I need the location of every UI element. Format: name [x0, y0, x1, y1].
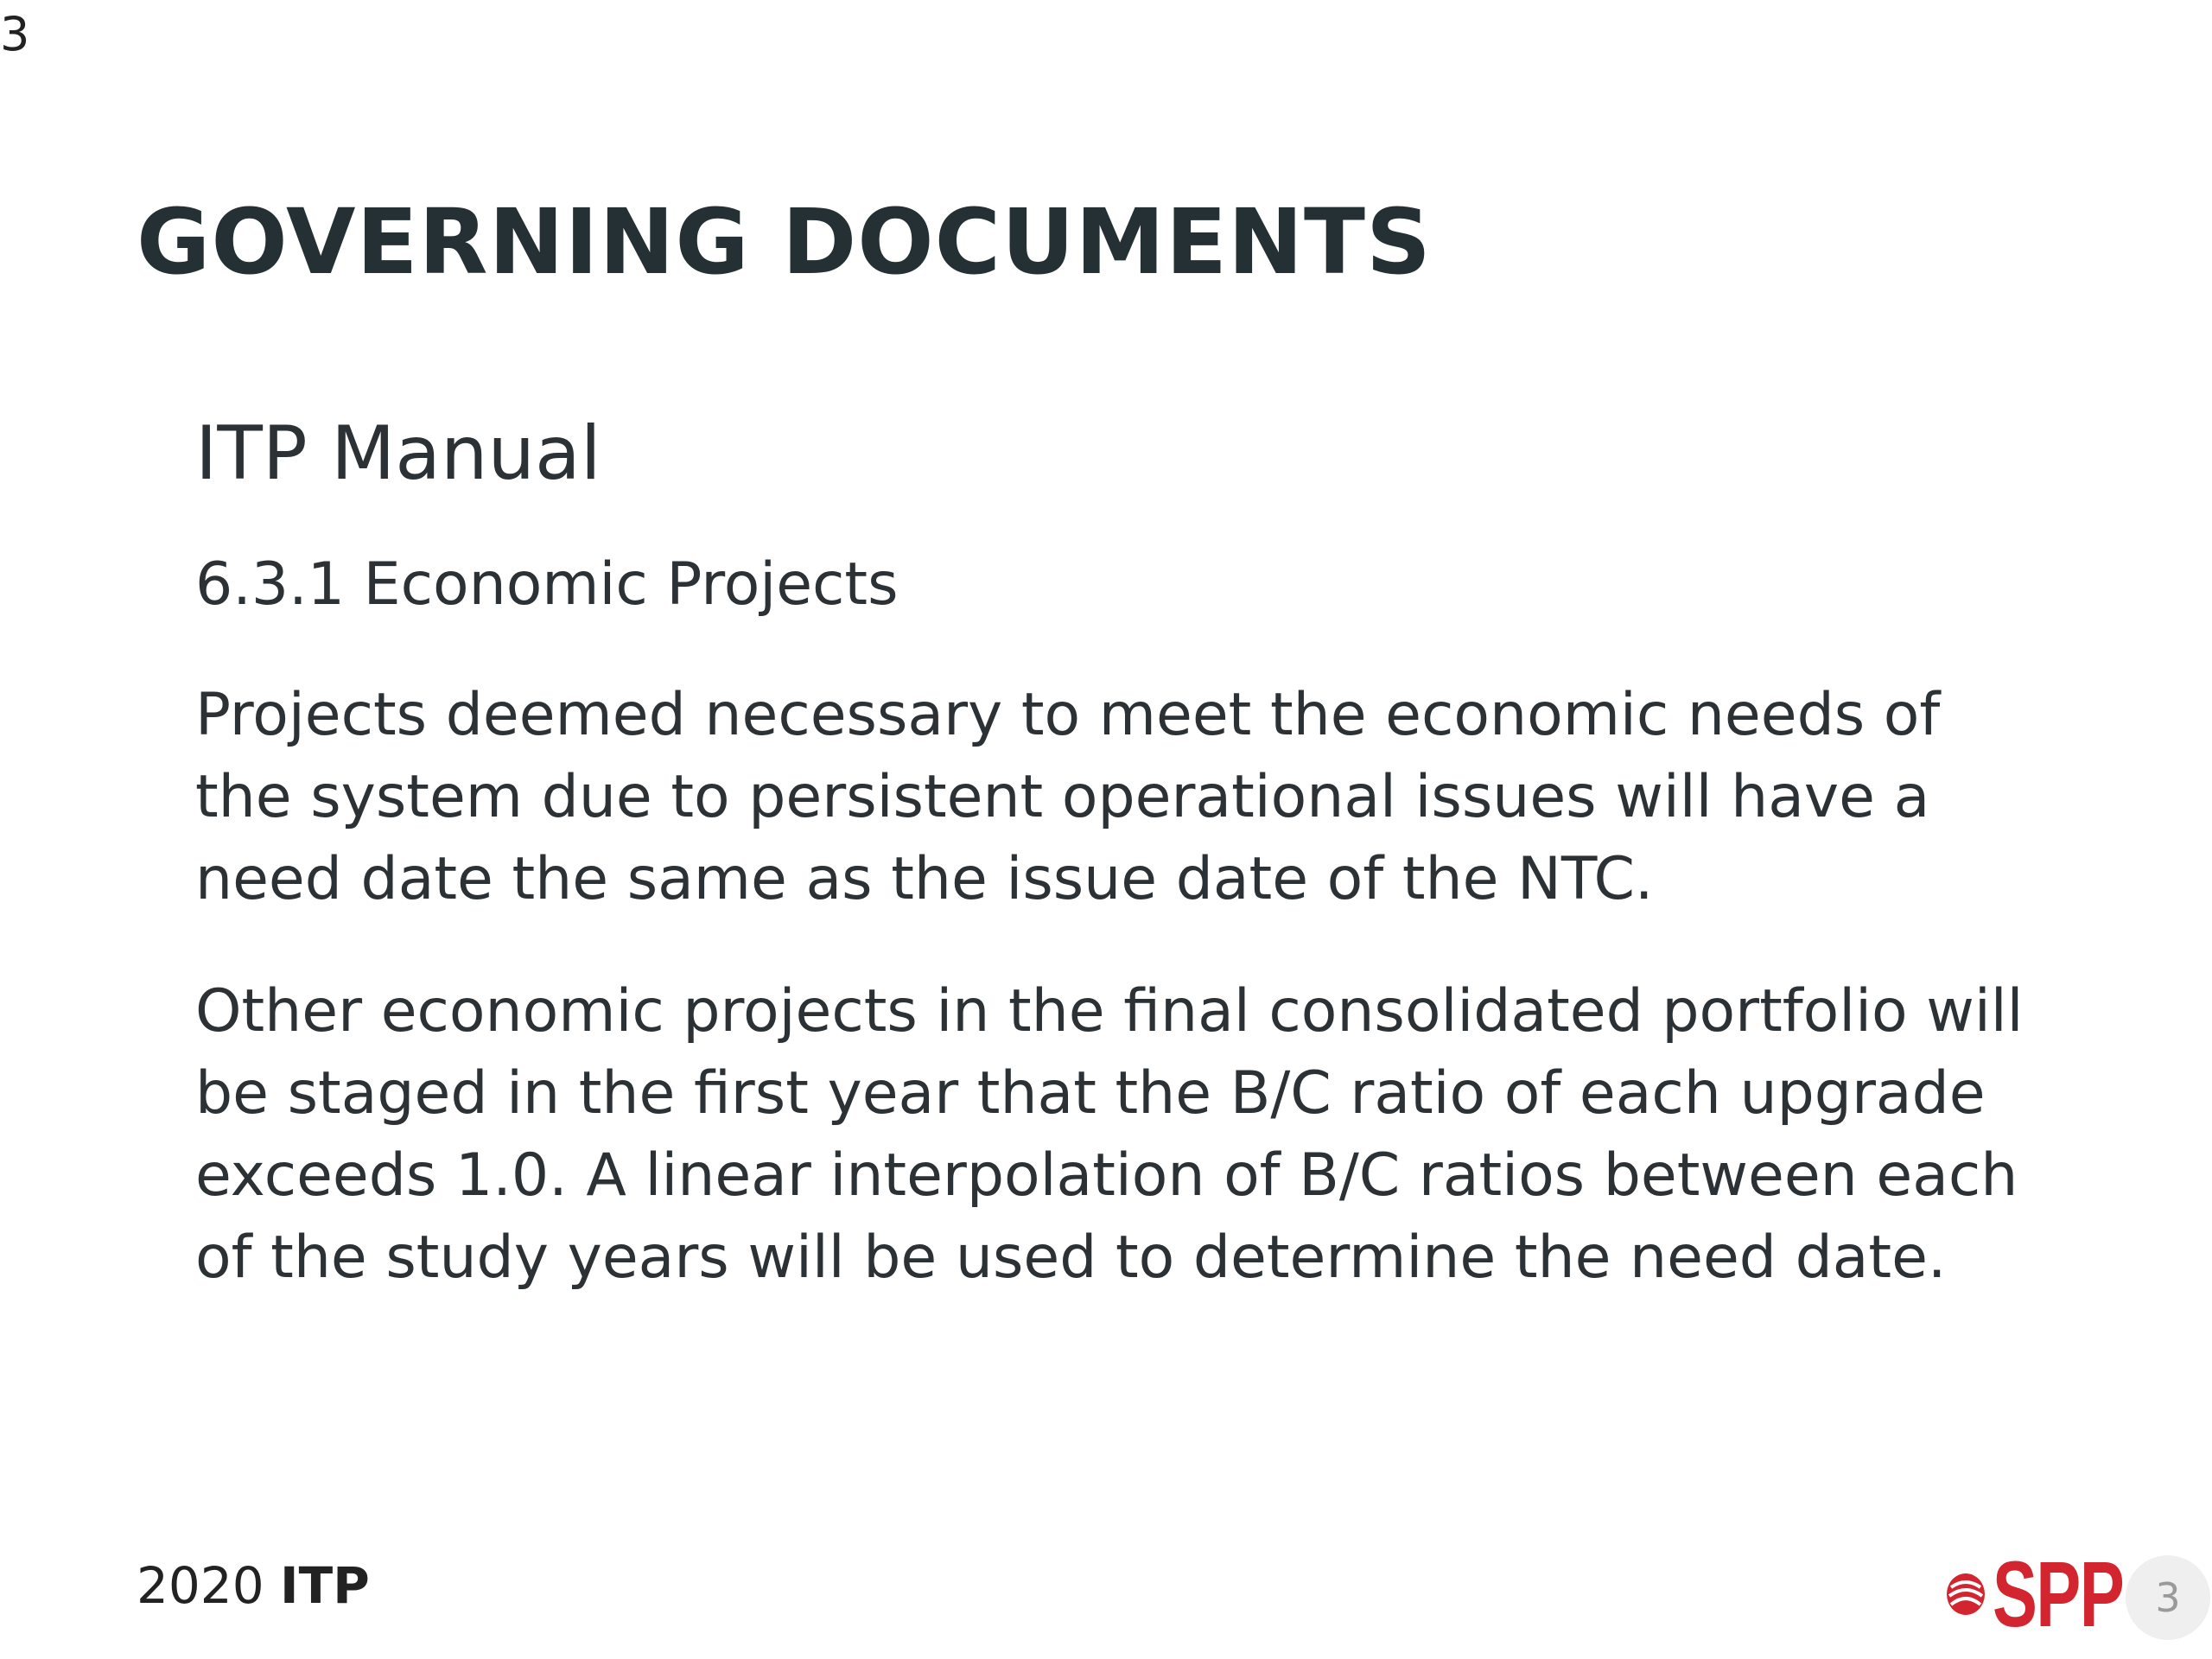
slide-number-badge: 3 [2126, 1555, 2210, 1640]
spp-swirl-icon [1944, 1568, 1987, 1620]
document-heading: ITP Manual [195, 410, 601, 497]
paragraph-staging-bc-ratio: Other economic projects in the final consolidated portfolio will be staged in the first year that the B/C ratio of each upgrade exceeds 1.0. A linear interpolation of B/C ratios between each of the study years will be used to determine the need date. [195, 977, 2024, 1292]
slide-content [195, 406, 2053, 1299]
section-heading: 6.3.1 Economic Projects [195, 550, 899, 619]
paragraph-need-date-ntc: Projects deemed necessary to meet the economic needs of the system due to persistent operational issues will have a need date the same as the issue date of the NTC. [195, 681, 1941, 913]
footer-year: 2020 [137, 1556, 264, 1615]
corner-page-number: 3 [0, 7, 30, 61]
spp-logo-text: SPP [1993, 1541, 2124, 1646]
footer-itp: ITP [280, 1556, 370, 1615]
slide-title: GOVERNING DOCUMENTS [137, 189, 1432, 295]
footer-label [137, 1555, 370, 1616]
